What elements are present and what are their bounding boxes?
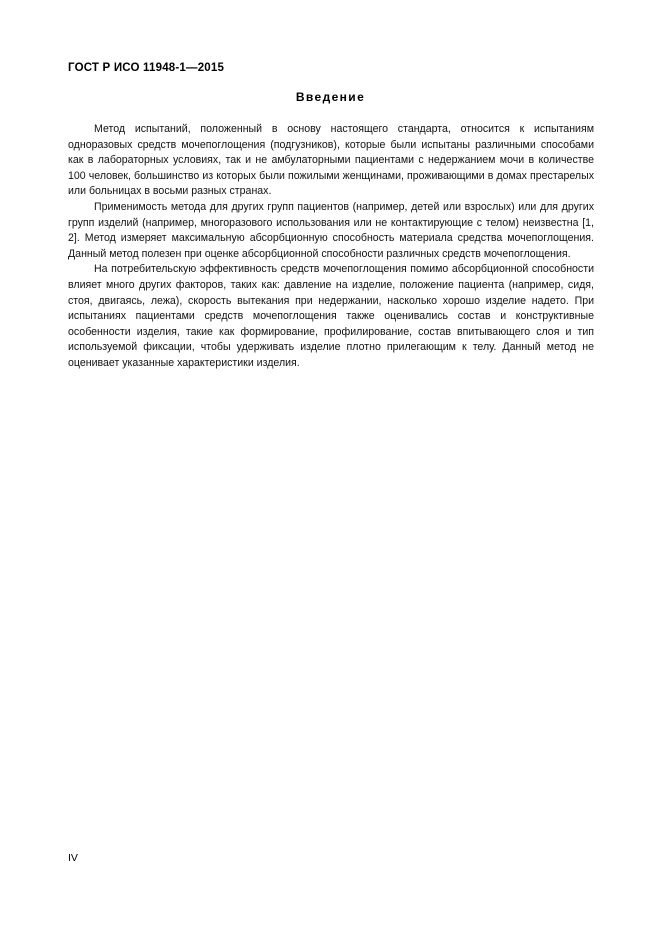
standard-designation-header: ГОСТ Р ИСО 11948-1—2015 bbox=[68, 62, 225, 74]
paragraph: Применимость метода для других групп пациентов (например, детей или взрослых) или для других групп изделий (например, многоразового использования или не контактирующие с телом) неизвестна [1, 2]. Метод измеряет максимальную абсорбционную способность материала средства мочепоглощения. Данный метод полезен при оценке абсорбционной способности различных средств мочепоглощения. bbox=[68, 200, 594, 260]
paragraph: На потребительскую эффективность средств мочепоглощения помимо абсорбционной способности влияет много других факторов, таких как: давление на изделие, положение пациента (например, сидя, стоя, двигаясь, лежа), скорость вытекания при недержании, насколько хорошо изделие надето. При испытаниях пациентами средств мочепоглощения также оценивались состав и конструктивные особенности изделия, такие как формирование, профилирование, состав впитывающего слоя и тип используемой фиксации, чтобы удерживать изделие плотно прилегающим к телу. Данный метод не оценивает указанные характеристики изделия. bbox=[68, 263, 594, 369]
paragraph: Метод испытаний, положенный в основу настоящего стандарта, относится к испытаниям одноразовых средств мочепоглощения (подгузников), которые были испытаны различными способами как в лабораторных условиях, так и не амбулаторными пациентами с недержанием мочи в количестве 100 человек, большинство из которых были пожилыми женщинами, проживающими в домах престарелых или больницах в восьми разных странах. bbox=[68, 123, 594, 198]
page-number: IV bbox=[68, 852, 78, 864]
page-title: Введение bbox=[295, 90, 366, 104]
body-text bbox=[68, 122, 594, 372]
